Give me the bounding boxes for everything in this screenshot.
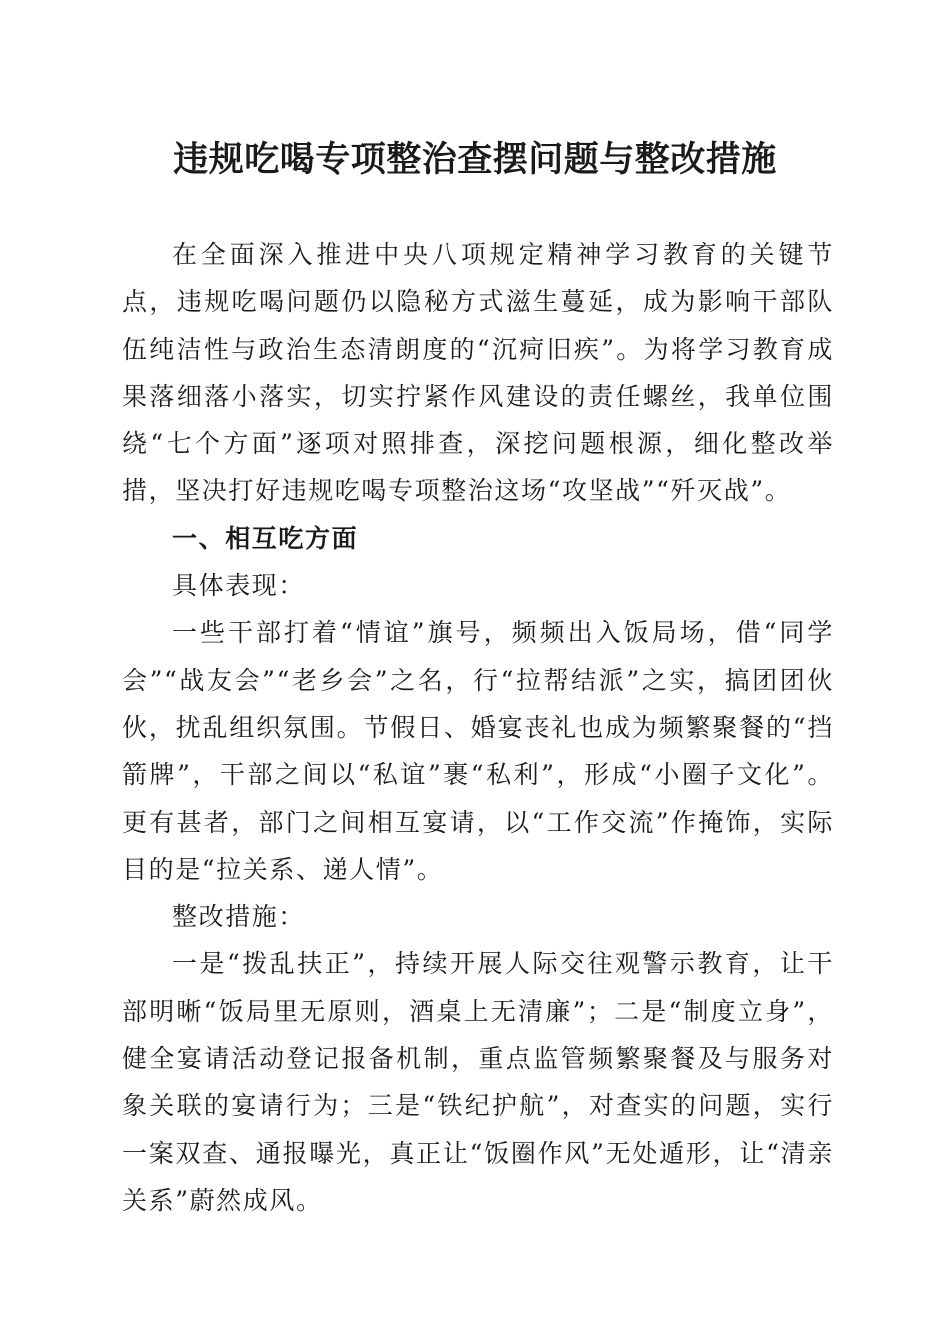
measures-label: 整改措施： <box>172 902 306 932</box>
intro-paragraph: 在全面深入推进中央八项规定精神学习教育的关键节点，违规吃喝问题仍以隐秘方式滋生蔓延，成为影响干部队伍纯洁性与政治生态清朗度的“沉疴旧疾”。为将学习教育成果落细落小落实，切实拧紧作风建设的责任螺丝，我单位围绕“七个方面”逐项对照排查，深挖问题根源，细化整改举措，坚决打好违规吃喝专项整治这场“攻坚战”“歼灭战”。 <box>122 240 834 506</box>
section-heading: 一、相互吃方面 <box>172 523 359 553</box>
document-title: 违规吃喝专项整治查摆问题与整改措施 <box>173 139 777 180</box>
document-body <box>122 231 834 1224</box>
issues-paragraph: 一些干部打着“情谊”旗号，频频出入饭局场，借“同学会”“战友会”“老乡会”之名，行“拉帮结派”之实，搞团团伙伙，扰乱组织氛围。节假日、婚宴丧礼也成为频繁聚餐的“挡箭牌”，干部之间以“私谊”裹“私利”，形成“小圈子文化”。更有甚者，部门之间相互宴请，以“工作交流”作掩饰，实际目的是“拉关系、递人情”。 <box>122 618 834 884</box>
issues-label: 具体表现： <box>172 571 306 601</box>
measures-paragraph: 一是“拨乱扶正”，持续开展人际交往观警示教育，让干部明晰“饭局里无原则，酒桌上无清廉”；二是“制度立身”，健全宴请活动登记报备机制，重点监管频繁聚餐及与服务对象关联的宴请行为；三是“铁纪护航”，对查实的问题，实行一案双查、通报曝光，真正让“饭圈作风”无处遁形，让“清亲关系”蔚然成风。 <box>122 949 834 1215</box>
